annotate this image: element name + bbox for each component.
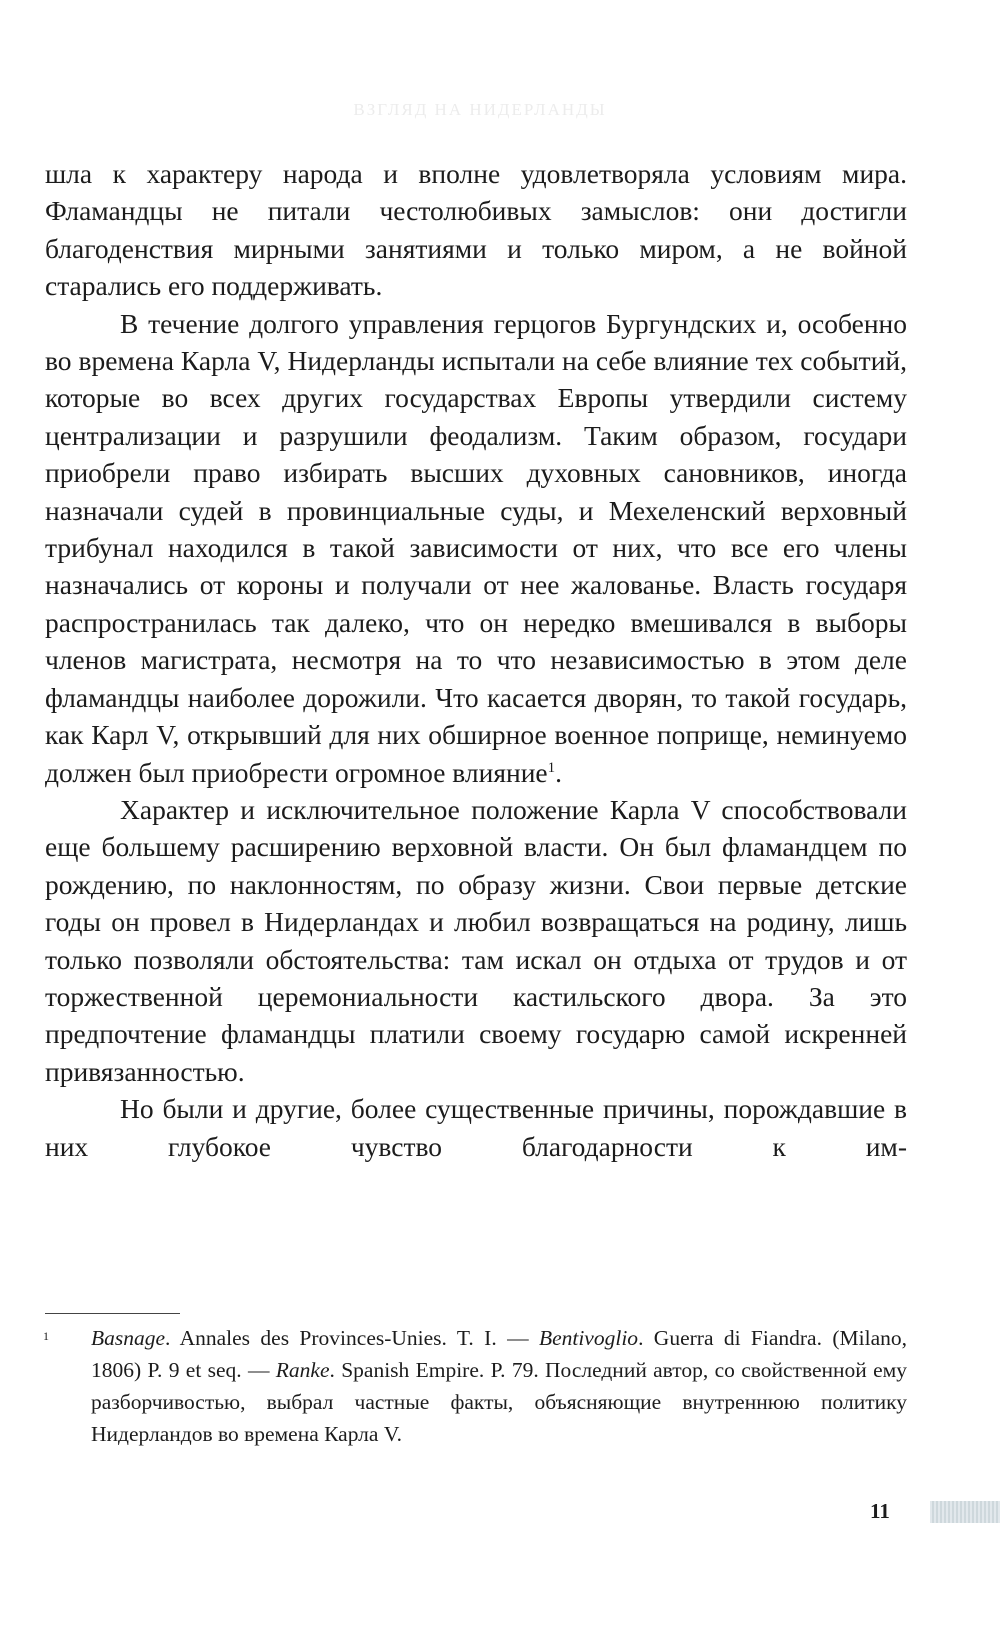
footnote-author-3: Ranke: [275, 1358, 330, 1382]
footnote-body: Basnage. Annales des Provinces-Unies. T. I. — Bentivoglio. Guerra di Fiandra. (Milano, 1806) P. 9 et seq. — Ranke. Spanish Empire. P. 79. Последний автор, со свойственной ему разборчивостью, выбрал частные факты, объясняющие внутреннюю политику Нидерландов во времена Карла V.: [91, 1326, 907, 1446]
footnote-author-2: Bentivoglio: [538, 1326, 639, 1350]
footnote-separator: [45, 1313, 180, 1314]
footnote-mark: 1: [43, 1329, 49, 1343]
footnote-reference[interactable]: 1: [547, 759, 556, 776]
footnote: [45, 1322, 907, 1450]
page-edge-marker: [930, 1501, 1000, 1523]
main-text: [45, 155, 907, 1165]
paragraph-3: Характер и исключительное положение Карла V способствовали еще большему расширению верховной власти. Он был фламандцем по рождению, по наклонностям, по образу жизни. Свои первые детские годы он провел в Нидерландах и любил возвращаться на родину, лишь только позволяли обстоятельства: там искал он отдыха от трудов и от торжественной церемониальности кастильского двора. За это предпочтение фламандцы платили своему государю самой искренней привязанностью.: [45, 793, 907, 1087]
footnote-author-1: Basnage: [91, 1326, 166, 1350]
running-head: ВЗГЛЯД НА НИДЕРЛАНДЫ: [353, 100, 607, 119]
page-number: 11: [870, 1499, 890, 1523]
paragraph-4: Но были и другие, более существенные причины, порождавшие в них глубокое чувство благодарности к им-: [45, 1093, 907, 1162]
paragraph-1: шла к характеру народа и вполне удовлетворяла условиям мира. Фламандцы не питали честолюбивых замыслов: они достигли благоденствия мирными занятиями и только миром, а не войной старались его поддерживать.: [45, 158, 907, 302]
paragraph-2: В течение долгого управления герцогов Бургундских и, особенно во времена Карла V, Нидерланды испытали на себе влияние тех событий, которые во всех других государствах Европы утвердили систему централизации и разрушили феодализм. Таким образом, государи приобрели право избирать высших духовных сановников, иногда назначали судей в провинциальные суды, и Мехеленский верховный трибунал находился в такой зависимости от них, что все его члены назначались от короны и получали от нее жалованье. Власть государя распространилась так далеко, что он нередко вмешивался в выборы членов магистрата, несмотря на то что независимостью в этом деле фламандцы наиболее дорожили. Что касается дворян, то такой государь, как Карл V, открывший для них обширное военное поприще, неминуемо должен был приобрести огромное влияние$^1$.: [45, 307, 907, 788]
